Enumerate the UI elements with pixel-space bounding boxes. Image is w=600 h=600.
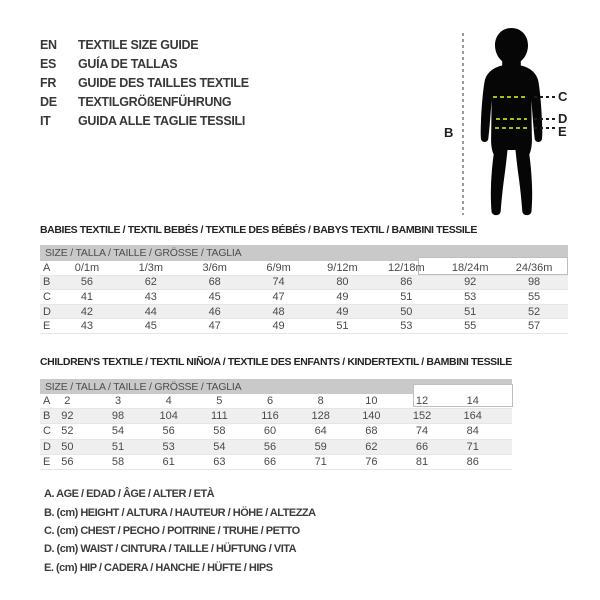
- size-table-row-c: [40, 424, 512, 439]
- legend-line-chest: C. (cm) CHEST / PECHO / POITRINE / TRUHE / PETTO: [44, 524, 300, 537]
- size-cell: 24/36m: [515, 261, 553, 274]
- waist-line-ext-dashes: [534, 118, 558, 120]
- size-cell: 68: [208, 276, 221, 289]
- babies-size-table: [40, 245, 568, 334]
- size-cell: 55: [464, 320, 477, 333]
- size-cell: 51: [400, 290, 413, 303]
- size-cell: 140: [362, 410, 381, 423]
- size-cell: 71: [314, 455, 327, 468]
- language-label: GUIDE DES TAILLES TEXTILE: [78, 75, 249, 90]
- language-list: [40, 36, 249, 130]
- language-label: TEXTILE SIZE GUIDE: [78, 38, 199, 53]
- size-cell: 56: [263, 440, 277, 453]
- row-label: C: [43, 290, 51, 303]
- language-item-es: [40, 55, 249, 74]
- size-cell: 10: [365, 395, 378, 408]
- size-cell: 6: [266, 395, 274, 408]
- size-cell: 111: [210, 410, 228, 423]
- size-cell: 86: [466, 455, 479, 468]
- row-label: A: [43, 261, 51, 274]
- size-cell: 8: [317, 395, 324, 408]
- size-cell: 71: [466, 440, 479, 453]
- size-cell: 86: [400, 276, 413, 289]
- legend-line-waist: D. (cm) WAIST / CINTURA / TAILLE / HÜFTUNG / VITA: [44, 543, 297, 556]
- size-cell: 43: [80, 320, 94, 333]
- row-label: E: [43, 320, 51, 333]
- size-cell: 3: [114, 395, 122, 408]
- size-cell: 53: [464, 290, 477, 303]
- size-cell: 63: [213, 455, 226, 468]
- language-code: ES: [40, 57, 57, 72]
- size-cell: 18/24m: [451, 261, 489, 274]
- row-label: B: [43, 276, 51, 289]
- legend-line-age: A. AGE / EDAD / ÂGE / ALTER / ETÀ: [44, 488, 215, 501]
- size-cell: 80: [336, 276, 349, 289]
- size-cell: 60: [263, 425, 277, 438]
- row-label: D: [43, 305, 51, 318]
- size-cell: 12/18m: [387, 261, 425, 274]
- waist-label: D: [558, 111, 568, 126]
- size-cell: 49: [336, 305, 349, 318]
- size-header-band: SIZE / TALLA / TAILLE / GRÖSSE / TAGLIA: [40, 245, 568, 261]
- row-label: C: [43, 425, 51, 438]
- size-cell: 9/12m: [327, 261, 358, 274]
- size-cell: 98: [111, 410, 125, 423]
- legend-line-hip: E. (cm) HIP / CADERA / HANCHE / HÜFTE / HIPS: [44, 561, 273, 574]
- size-cell: 76: [365, 455, 378, 468]
- size-cell: 5: [216, 395, 223, 408]
- size-cell: 50: [61, 440, 74, 453]
- size-cell: 84: [466, 425, 479, 438]
- size-cell: 61: [162, 455, 175, 468]
- size-cell: 48: [272, 305, 285, 318]
- size-table-row-b: [40, 409, 512, 424]
- size-cell: 128: [311, 410, 330, 423]
- size-cell: 57: [527, 320, 541, 333]
- size-cell: 1/3m: [138, 261, 164, 274]
- size-cell: 66: [263, 455, 277, 468]
- size-table-row-a: [40, 394, 512, 409]
- size-cell: 74: [272, 276, 285, 289]
- hip-line-ext-dashes: [534, 127, 558, 129]
- size-cell: 43: [144, 290, 157, 303]
- size-cell: 51: [464, 305, 477, 318]
- size-cell: 53: [400, 320, 413, 333]
- size-cell: 58: [213, 425, 226, 438]
- size-cell: 58: [111, 455, 125, 468]
- children-section-title: CHILDREN'S TEXTILE / TEXTIL NIÑO/A / TEXTILE DES ENFANTS / KINDERTEXTIL / BAMBINI TESSILE: [40, 356, 512, 368]
- row-label: D: [43, 440, 51, 453]
- size-cell: 62: [365, 440, 378, 453]
- size-cell: 49: [336, 290, 349, 303]
- size-table-row-a: [40, 261, 568, 276]
- size-cell: 51: [111, 440, 125, 453]
- language-code: FR: [40, 75, 57, 90]
- size-cell: 56: [61, 455, 74, 468]
- size-table-row-e: [40, 455, 512, 470]
- babies-section-title: BABIES TEXTILE / TEXTIL BEBÉS / TEXTILE DES BÉBÉS / BABYS TEXTIL / BAMBINI TESSILE: [40, 224, 478, 236]
- language-label: GUÍA DE TALLAS: [78, 57, 178, 72]
- language-code: DE: [40, 94, 57, 109]
- size-table-row-e: [40, 319, 568, 334]
- size-cell: 56: [162, 425, 175, 438]
- size-cell: 45: [208, 290, 221, 303]
- size-cell: 64: [314, 425, 327, 438]
- size-cell: 92: [464, 276, 477, 289]
- size-cell: 81: [415, 455, 429, 468]
- size-cell: 104: [159, 410, 178, 423]
- size-cell: 0/1m: [74, 261, 100, 274]
- size-cell: 74: [415, 425, 429, 438]
- size-cell: 45: [144, 320, 157, 333]
- language-item-de: [40, 92, 249, 111]
- size-cell: 52: [61, 425, 74, 438]
- legend-line-height: B. (cm) HEIGHT / ALTURA / HAUTEUR / HÖHE / ALTEZZA: [44, 506, 316, 519]
- language-label: GUIDA ALLE TAGLIE TESSILI: [78, 113, 246, 128]
- size-cell: 47: [208, 320, 221, 333]
- size-cell: 92: [61, 410, 74, 423]
- height-measure-dashed-line: [462, 33, 464, 215]
- size-cell: 14: [466, 395, 479, 408]
- size-cell: 116: [261, 410, 279, 423]
- language-item-fr: [40, 74, 249, 93]
- chest-line-body-dashes: [493, 96, 528, 98]
- size-cell: 68: [365, 425, 378, 438]
- size-cell: 2: [64, 395, 71, 408]
- language-item-en: [40, 36, 249, 55]
- size-cell: 46: [208, 305, 221, 318]
- hip-label: E: [558, 124, 567, 139]
- babies-table-rows: [40, 261, 568, 334]
- size-cell: 59: [314, 440, 327, 453]
- size-cell: 4: [165, 395, 172, 408]
- size-cell: 53: [162, 440, 175, 453]
- size-cell: 54: [213, 440, 226, 453]
- size-cell: 98: [527, 276, 541, 289]
- children-table-rows: [40, 394, 512, 470]
- language-label: TEXTILGRÖßENFÜHRUNG: [78, 94, 232, 109]
- chest-line-ext-dashes: [534, 96, 558, 98]
- size-header-band: SIZE / TALLA / TAILLE / GRÖSSE / TAGLIA: [40, 379, 512, 394]
- row-label: E: [43, 455, 51, 468]
- size-cell: 50: [400, 305, 413, 318]
- size-table-row-d: [40, 305, 568, 320]
- row-label: A: [43, 395, 51, 408]
- row-label: B: [43, 410, 51, 423]
- size-cell: 49: [272, 320, 285, 333]
- chest-label: C: [558, 89, 568, 104]
- size-cell: 6/9m: [266, 261, 291, 274]
- size-table-row-b: [40, 276, 568, 291]
- size-cell: 47: [272, 290, 285, 303]
- size-cell: 44: [144, 305, 157, 318]
- children-size-table: [40, 379, 512, 470]
- size-cell: 42: [80, 305, 94, 318]
- size-cell: 62: [144, 276, 157, 289]
- size-table-row-c: [40, 290, 568, 305]
- measurement-legend: [44, 485, 316, 577]
- size-cell: 51: [336, 320, 349, 333]
- waist-line-body-dashes: [496, 118, 527, 120]
- language-code: EN: [40, 38, 57, 53]
- size-cell: 54: [111, 425, 125, 438]
- hip-line-body-dashes: [495, 127, 529, 129]
- height-label: B: [444, 125, 454, 140]
- size-cell: 3/6m: [202, 261, 227, 274]
- child-silhouette: [478, 28, 545, 217]
- size-cell: 41: [80, 290, 94, 303]
- size-table-row-d: [40, 440, 512, 455]
- language-item-it: [40, 111, 249, 130]
- language-code: IT: [40, 113, 51, 128]
- size-cell: 52: [527, 305, 541, 318]
- size-cell: 164: [463, 410, 482, 423]
- size-cell: 55: [527, 290, 541, 303]
- size-cell: 56: [80, 276, 94, 289]
- size-cell: 12: [415, 395, 429, 408]
- size-cell: 152: [412, 410, 432, 423]
- size-cell: 66: [415, 440, 429, 453]
